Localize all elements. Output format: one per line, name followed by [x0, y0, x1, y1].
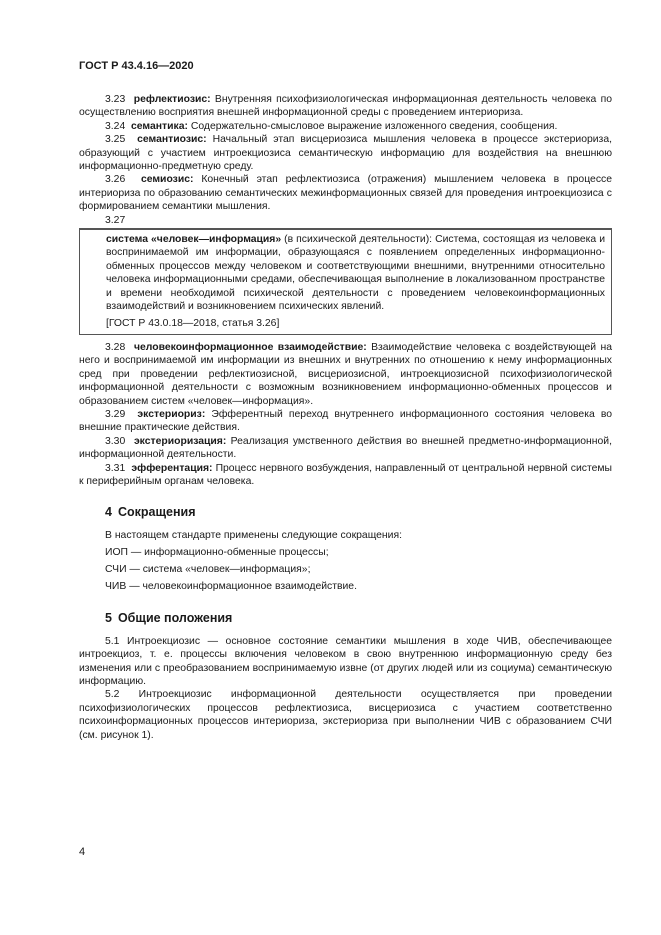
term-number: 3.27	[105, 214, 126, 226]
term-name: экстериориз:	[137, 408, 206, 420]
term-entry: 3.23 рефлектиозис: Внутренняя психофизиологическая информационная деятельность человека по осуществлению восприятия внешней информационной среды с проведением интериориза.	[79, 94, 612, 119]
term-name: эфферентация:	[131, 462, 213, 474]
term-entry: 3.30 экстериоризация: Реализация умственного действия во внешней предметно-информационной, информационной деятельности.	[79, 435, 612, 461]
term-qualifier: (в психической деятельности):	[284, 234, 433, 246]
term-definition: Эфферентный переход внутреннего информационного состояния человека во внешние практические действия.	[79, 408, 613, 434]
term-entry: 3.29 экстериориз: Эфферентный переход внутреннего информационного состояния человека во внешние практические действия.	[79, 408, 613, 434]
term-name: человекоинформационное взаимодействие:	[133, 341, 367, 353]
term-definition: Система, состоящая из человека и воспринимаемой им информации, образующаяся с появлением определенных информационно-обменных процессов между человеком и соответствующими внешними, внутренними относительно человека информационными средами, обеспечивающая выполнение в локализованном пространстве и времени необходимой психической деятельности с проведением человекоинформационных взаимодействий и возникновением психических явлений.	[106, 234, 606, 313]
term-name: семиозис:	[140, 174, 194, 186]
abbreviation-item: ИОП — информационно-обменные процессы;	[105, 547, 329, 559]
document-header: ГОСТ Р 43.4.16—2020	[79, 60, 194, 72]
abbreviation-item: ЧИВ — человекоинформационное взаимодействие.	[105, 581, 357, 593]
section-paragraph: 5.2 Интроекциозис информационной деятельности осуществляется при проведении психофизиологических процессов рефлектиозиса, висцериозиса с участием соответственно психоинформационных процессов интериориза, экстериориза при выполнении ЧИВ с образованием СЧИ (см. рисунок 1).	[79, 689, 612, 741]
term-entry: 3.24 семантика: Содержательно-смысловое выражение изложенного сведения, сообщения.	[105, 120, 558, 132]
abbreviations-intro: В настоящем стандарте применены следующие сокращения:	[105, 530, 402, 542]
source-reference: [ГОСТ Р 43.0.18—2018, статья 3.26]	[106, 317, 280, 329]
term-definition: Содержательно-смысловое выражение изложенного сведения, сообщения.	[190, 120, 558, 132]
term-definition: Внутренняя психофизиологическая информационная деятельность человека по осуществлению восприятия внешней информационной среды с проведением интериориза.	[79, 94, 612, 119]
abbreviation-item: СЧИ — система «человек—информация»;	[105, 564, 311, 576]
section-paragraph: 5.1 Интроекциозис — основное состояние семантики мышления в ходе ЧИВ, обеспечивающее интроекциоз, т. е. процессы включения человеком в свою внутреннюю информационную среду без изменения или с преобразованием воспринимаемую извне (от других людей или из социума) семантическую информацию.	[79, 635, 612, 687]
term-definition: Взаимодействие человека с воздействующей на него и воспринимаемой им информации из внешних и внутренних по отношению к нему информационных сред при проведении рефлектиозисной, висцериозисной, интроекциозисной психофизиологической информационной деятельности с возможным возникновением информационно-обменных процессов и образованием систем «человек—информация».	[79, 341, 612, 407]
term-entry	[106, 233, 605, 313]
abbreviations-list	[79, 529, 612, 593]
term-entry: 3.31 эфферентация: Процесс нервного возбуждения, направленный от центральной нервной системы к периферийным органам человека.	[79, 462, 612, 487]
section-4-heading: 4 Сокращения	[105, 505, 196, 520]
section-5-heading: 5 Общие положения	[105, 610, 233, 625]
term-name: экстериоризация:	[133, 435, 227, 447]
terms-list-a	[79, 93, 612, 214]
term-name: семантиозис:	[137, 134, 207, 146]
term-entry: 3.28 человекоинформационное взаимодействие: Взаимодействие человека с воздействующей на него и воспринимаемой им информации из внешних и внутренних по отношению к нему информационных сред при проведении рефлектиозисной, висцериозисной, интроекциозисной психофизиологической информационной деятельности с возможным возникновением информационно-обменных процессов и образованием систем «человек—информация».	[79, 341, 612, 407]
terms-list-b	[79, 341, 612, 488]
term-entry: 3.26 семиозис: Конечный этап рефлектиозиса (отражения) мышлением человека в процессе интериориза по образованию семантических межинформационных связей для проведения интроекциозиса с формированием семантики мышления.	[79, 174, 612, 213]
page-number: 4	[79, 846, 86, 858]
term-name: система «человек—информация»	[106, 234, 282, 246]
quoted-term-box	[79, 228, 612, 335]
term-definition: Конечный этап рефлектиозиса (отражения) мышлением человека в процессе интериориза по образованию семантических межинформационных связей для проведения интроекциозиса с формированием семантики мышления.	[79, 174, 612, 213]
term-definition: Начальный этап висцериозиса мышления человека в процессе экстериориза, образующий с участием интроекциозиса семантическую информацию для воздействия на внешнюю информационно-предметную среду.	[79, 134, 612, 173]
term-entry: 3.25 семантиозис: Начальный этап висцериозиса мышления человека в процессе экстериориза, образующий с участием интроекциозиса семантическую информацию для воздействия на внешнюю информационно-предметную среду.	[79, 134, 612, 173]
term-definition: Процесс нервного возбуждения, направленный от центральной нервной системы к периферийным органам человека.	[79, 462, 612, 487]
document-body	[79, 93, 612, 742]
term-definition: Реализация умственного действия во внешней предметно-информационной, информационной деятельности.	[79, 435, 612, 461]
term-name: семантика:	[131, 120, 188, 132]
term-name: рефлектиозис:	[133, 94, 211, 105]
